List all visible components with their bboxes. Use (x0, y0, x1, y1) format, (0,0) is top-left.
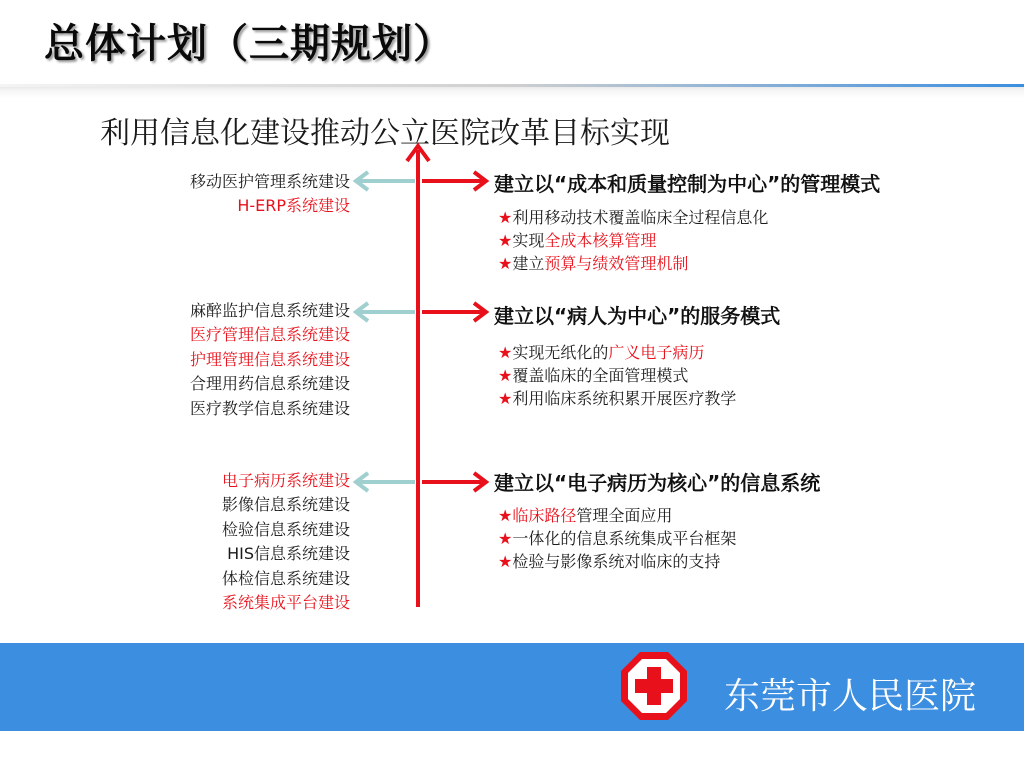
star-icon: ★ (498, 343, 513, 362)
bullet-text: 管理全面应用 (576, 506, 673, 525)
bullet-item (498, 387, 736, 410)
bullet-item (498, 252, 768, 275)
goal-heading-2: 建立以“病人为中心”的服务模式 (494, 304, 781, 328)
left-system-item: 麻醉监护信息系统建设 (189, 301, 350, 320)
left-system-item: H-ERP系统建设 (237, 196, 350, 216)
goal-bullets-1 (498, 206, 768, 275)
goal-bullets-2 (498, 341, 736, 410)
left-system-item: 合理用药信息系统建设 (189, 374, 350, 394)
star-icon: ★ (498, 552, 513, 571)
left-system-item: 医疗教学信息系统建设 (189, 398, 350, 418)
left-system-item: 移动医护管理系统建设 (189, 172, 350, 191)
bullet-highlight: 全成本核算管理 (544, 231, 657, 250)
bullet-text: 一体化的信息系统集成平台框架 (512, 529, 737, 548)
bullet-text: 建立 (512, 254, 545, 273)
bullet-item (498, 364, 736, 387)
left-system-list-2 (190, 299, 350, 421)
star-icon: ★ (498, 366, 513, 385)
bullet-highlight: 临床路径 (512, 506, 577, 525)
bullet-text: 覆盖临床的全面管理模式 (512, 366, 689, 385)
hospital-name: 东莞市人民医院 (724, 676, 977, 717)
bullet-text: 检验与影像系统对临床的支持 (512, 552, 721, 571)
goal-heading-1: 建立以“成本和质量控制为中心”的管理模式 (494, 172, 881, 196)
left-system-item: 医疗管理信息系统建设 (189, 325, 350, 345)
bullet-item (498, 341, 736, 364)
left-system-list-3 (222, 469, 350, 615)
left-system-item: 系统集成平台建设 (221, 593, 350, 613)
goal-heading-3: 建立以“电子病历为核心”的信息系统 (494, 471, 821, 495)
left-system-item: 影像信息系统建设 (221, 495, 350, 515)
left-system-item: 护理管理信息系统建设 (189, 349, 350, 369)
slide-title: 总体计划（三期规划） (44, 21, 454, 67)
left-system-item: HIS信息系统建设 (227, 544, 350, 564)
bullet-text: 实现无纸化的 (512, 343, 609, 362)
bullet-item (498, 550, 736, 573)
bullet-item (498, 206, 768, 229)
left-system-item: 检验信息系统建设 (221, 519, 350, 539)
star-icon: ★ (498, 389, 513, 408)
bullet-text: 实现 (512, 231, 545, 250)
bullet-highlight: 广义电子病历 (608, 343, 705, 362)
bullet-item (498, 527, 736, 550)
bullet-item (498, 504, 736, 527)
bullet-text: 利用临床系统积累开展医疗教学 (512, 389, 737, 408)
left-system-item: 体检信息系统建设 (221, 568, 350, 588)
star-icon: ★ (498, 529, 513, 548)
left-system-item: 电子病历系统建设 (221, 471, 350, 490)
bullet-highlight: 预算与绩效管理机制 (544, 254, 689, 273)
star-icon: ★ (498, 506, 513, 525)
star-icon: ★ (498, 254, 513, 273)
left-system-list-1 (190, 170, 350, 219)
goal-bullets-3 (498, 504, 736, 573)
star-icon: ★ (498, 231, 513, 250)
bullet-item (498, 229, 768, 252)
red-cross-icon (620, 651, 688, 721)
star-icon: ★ (498, 208, 513, 227)
slide-subtitle: 利用信息化建设推动公立医院改革目标实现 (100, 116, 670, 151)
bullet-text: 利用移动技术覆盖临床全过程信息化 (512, 208, 769, 227)
